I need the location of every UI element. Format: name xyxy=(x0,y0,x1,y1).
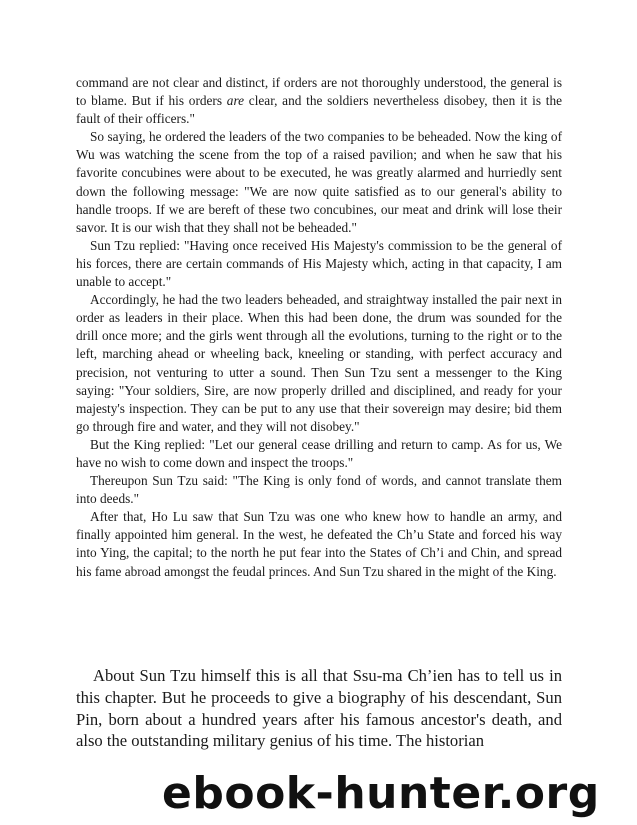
paragraph: command are not clear and distinct, if orders are not thoroughly understood, the general is to blame. But if his orders are clear, and the soldiers nevertheless disobey, then it is the fault of their officers." xyxy=(76,75,562,127)
watermark: ebook-hunter.org xyxy=(162,768,600,819)
paragraph: Sun Tzu replied: "Having once received His Majesty's commission to be the general of his forces, there are certain commands of His Majesty which, acting in that capacity, I am unable to accept." xyxy=(76,237,562,290)
body-text xyxy=(76,665,562,752)
quoted-passage xyxy=(76,74,562,581)
paragraph: About Sun Tzu himself this is all that Ssu-ma Ch’ien has to tell us in this chapter. But he proceeds to give a biography of his descendant, Sun Pin, born about a hundred years after his famous ancestor's death, and also the outstanding military genius of his time. The historian xyxy=(76,666,562,751)
emphasis-word: are xyxy=(226,93,245,109)
paragraph: Accordingly, he had the two leaders beheaded, and straightway installed the pair next in order as leaders in their place. When this had been done, the drum was sounded for the drill once more; and the girls went through all the evolutions, turning to the right or to the left, marching ahead or wheeling back, kneeling or standing, with perfect accuracy and precision, not venturing to utter a sound. Then Sun Tzu sent a messenger to the King saying: "Your soldiers, Sire, are now properly drilled and disciplined, and ready for your majesty's inspection. They can be put to any use that their sovereign may desire; bid them go through fire and water, and they will not disobey." xyxy=(76,292,562,434)
paragraph: Thereupon Sun Tzu said: "The King is only fond of words, and cannot translate them into deeds." xyxy=(76,473,562,507)
paragraph: So saying, he ordered the leaders of the two companies to be beheaded. Now the king of Wu was watching the scene from the top of a raised pavilion; and when he saw that his favorite concubines were about to be executed, he was greatly alarmed and hurriedly sent down the following message: "We are now quite satisfied as to our general's ability to handle troops. If we are bereft of these two concubines, our meat and drink will lose their savor. It is our wish that they shall not be beheaded." xyxy=(76,129,562,235)
paragraph: But the King replied: "Let our general cease drilling and return to camp. As for us, We have no wish to come down and inspect the troops." xyxy=(76,436,562,470)
paragraph: After that, Ho Lu saw that Sun Tzu was one who knew how to handle an army, and finally appointed him general. In the west, he defeated the Ch’u State and forced his way into Ying, the capital; to the north he put fear into the States of Ch’i and Chin, and spread his fame abroad amongst the feudal princes. And Sun Tzu shared in the might of the King. xyxy=(76,509,562,579)
